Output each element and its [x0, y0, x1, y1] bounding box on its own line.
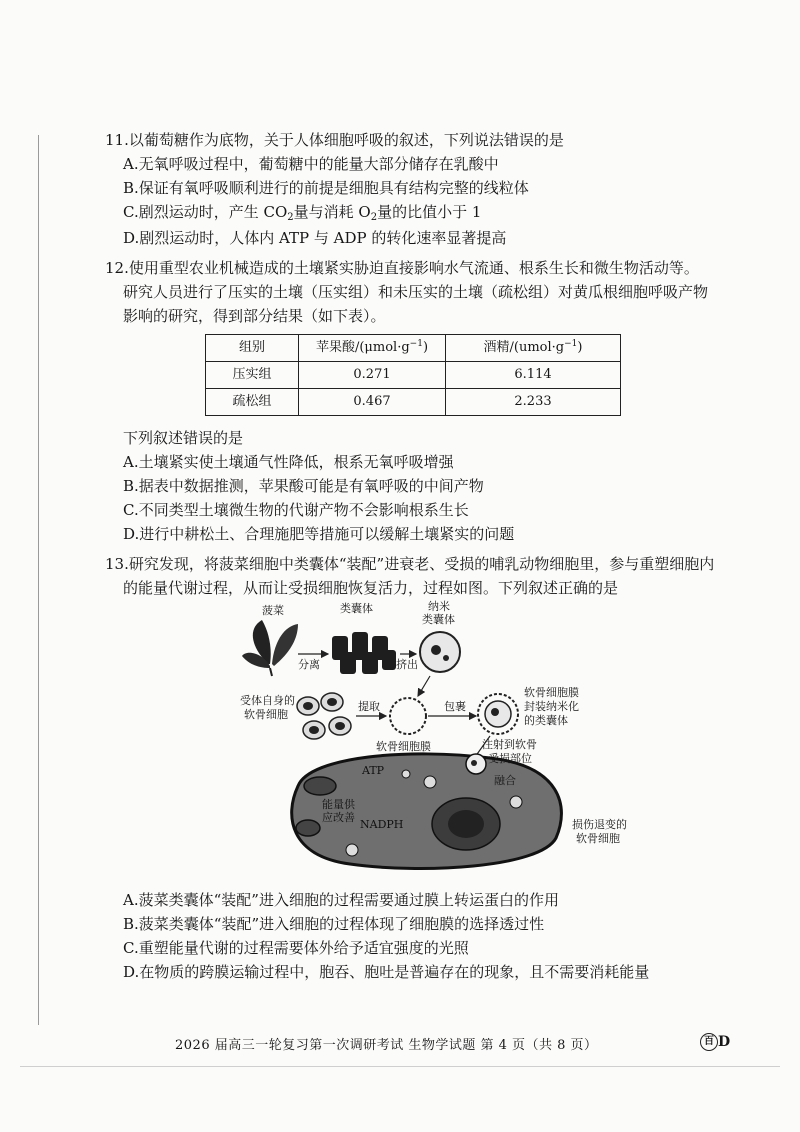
cell-malic: 0.467 — [299, 389, 446, 416]
label-nano-1: 纳米 — [428, 600, 450, 613]
header-malic — [299, 335, 446, 362]
label-separate: 分离 — [298, 658, 320, 671]
page-margin-line — [38, 135, 39, 1025]
label-encap-2: 封装纳米化 — [524, 700, 579, 713]
q12-option-b: B.据表中数据推测，苹果酸可能是有氧呼吸的中间产物 — [123, 477, 484, 495]
q13-option-a: A.菠菜类囊体“装配”进入细胞的过程需要通过膜上转运蛋白的作用 — [123, 891, 559, 909]
label-membrane: 软骨细胞膜 — [376, 740, 431, 753]
q13-stem-line-1: 13.研究发现，将菠菜细胞中类囊体“装配”进衰老、受损的哺乳动物细胞里，参与重塑细胞内 — [105, 555, 715, 573]
brand-badge — [700, 1033, 730, 1051]
label-spinach: 菠菜 — [262, 604, 284, 617]
label-recipient-1: 受体自身的 — [240, 694, 295, 707]
q12-option-d: D.进行中耕松土、合理施肥等措施可以缓解土壤紧实的问题 — [123, 525, 515, 543]
superscript: −1 — [564, 339, 578, 350]
question-13 — [105, 552, 745, 984]
thylakoid-process-figure — [240, 600, 660, 876]
page-bottom-line — [20, 1066, 780, 1067]
label-energy-2: 应改善 — [322, 811, 355, 824]
table-row — [206, 362, 621, 389]
q12-option-c: C.不同类型土壤微生物的代谢产物不会影响根系生长 — [123, 501, 469, 519]
badge-letter: D — [718, 1034, 731, 1050]
superscript: −1 — [409, 339, 423, 350]
q12-option-a: A.土壤紧实使土壤通气性降低，根系无氧呼吸增强 — [123, 453, 454, 471]
label-encap-1: 软骨细胞膜 — [524, 686, 579, 699]
nano-thylakoid-icon — [420, 632, 460, 672]
q12-lead: 下列叙述错误的是 — [123, 429, 244, 447]
q11-c-text-3: 量的比值小于 1 — [377, 203, 482, 221]
q13-stem-line-2: 的能量代谢过程，从而让受损细胞恢复活力，过程如图。下列叙述正确的是 — [123, 579, 619, 597]
q11-option-d: D.剧烈运动时，人体内 ATP 与 ADP 的转化速率显著提高 — [123, 229, 507, 247]
q12-stem-line-3: 影响的研究，得到部分结果（如下表）。 — [123, 307, 386, 325]
label-extract: 提取 — [358, 700, 380, 713]
header-alcohol-text: 酒精/(umol·g — [483, 340, 565, 356]
q11-option-b: B.保证有氧呼吸顺利进行的前提是细胞具有结构完整的线粒体 — [123, 179, 529, 197]
label-recipient-2: 软骨细胞 — [244, 708, 288, 721]
table-row — [206, 389, 621, 416]
label-encap-3: 的类囊体 — [524, 714, 568, 727]
q12-stem-line-1: 12.使用重型农业机械造成的土壤紧实胁迫直接影响水气流通、根系生长和微生物活动等。 — [105, 259, 699, 277]
q12-stem-line-2: 研究人员进行了压实的土壤（压实组）和未压实的土壤（疏松组）对黄瓜根细胞呼吸产物 — [123, 283, 709, 301]
label-damaged-2: 软骨细胞 — [576, 832, 620, 845]
bracket: ) — [577, 340, 583, 356]
header-group: 组别 — [206, 335, 299, 362]
label-wrap: 包裹 — [444, 700, 466, 713]
q11-c-text-2: 量与消耗 O — [293, 203, 371, 221]
question-12 — [105, 256, 745, 546]
recipient-cells-icon — [297, 693, 351, 739]
label-nadph: NADPH — [360, 818, 404, 831]
thylakoid-stack-icon — [332, 632, 396, 674]
header-malic-text: 苹果酸/(μmol·g — [315, 340, 410, 356]
spinach-icon — [242, 620, 298, 676]
cell-group: 疏松组 — [206, 389, 299, 416]
q13-option-b: B.菠菜类囊体“装配”进入细胞的过程体现了细胞膜的选择透过性 — [123, 915, 545, 933]
question-11 — [105, 128, 745, 250]
table-header-row — [206, 335, 621, 362]
header-alcohol — [446, 335, 621, 362]
cell-malic: 0.271 — [299, 362, 446, 389]
cell-alcohol: 6.114 — [446, 362, 621, 389]
page-footer: 2026 届高三一轮复习第一次调研考试 生物学试题 第 4 页（共 8 页） — [175, 1038, 598, 1053]
label-inject-2: 受损部位 — [488, 752, 532, 765]
subscript: 2 — [287, 212, 294, 223]
encapsulated-thylakoid-icon — [478, 694, 518, 734]
label-damaged-1: 损伤退变的 — [572, 818, 627, 831]
label-energy-1: 能量供 — [322, 798, 355, 811]
q11-option-a: A.无氧呼吸过程中，葡萄糖中的能量大部分储存在乳酸中 — [123, 155, 499, 173]
q13-option-d: D.在物质的跨膜运输过程中，胞吞、胞吐是普遍存在的现象，且不需要消耗能量 — [123, 963, 650, 981]
bracket: ) — [422, 340, 429, 356]
cell-group: 压实组 — [206, 362, 299, 389]
label-atp: ATP — [362, 764, 385, 777]
q11-option-c — [123, 200, 745, 226]
badge-circle-icon: 百 — [700, 1033, 718, 1051]
q13-option-c: C.重塑能量代谢的过程需要体外给予适宜强度的光照 — [123, 939, 469, 957]
exam-content — [105, 128, 745, 990]
cell-alcohol: 2.233 — [446, 389, 621, 416]
q11-c-text-1: C.剧烈运动时，产生 CO — [123, 203, 288, 221]
label-fuse: 融合 — [494, 774, 516, 787]
label-thylakoid: 类囊体 — [340, 602, 373, 615]
respiration-products-table — [205, 334, 621, 416]
subscript: 2 — [370, 212, 378, 223]
q11-stem: 11.以葡萄糖作为底物，关于人体细胞呼吸的叙述，下列说法错误的是 — [105, 131, 564, 149]
label-extrude: 挤出 — [396, 658, 418, 671]
label-nano-2: 类囊体 — [422, 613, 455, 626]
membrane-vesicle-icon — [390, 698, 426, 734]
label-inject-1: 注射到软骨 — [482, 738, 537, 751]
